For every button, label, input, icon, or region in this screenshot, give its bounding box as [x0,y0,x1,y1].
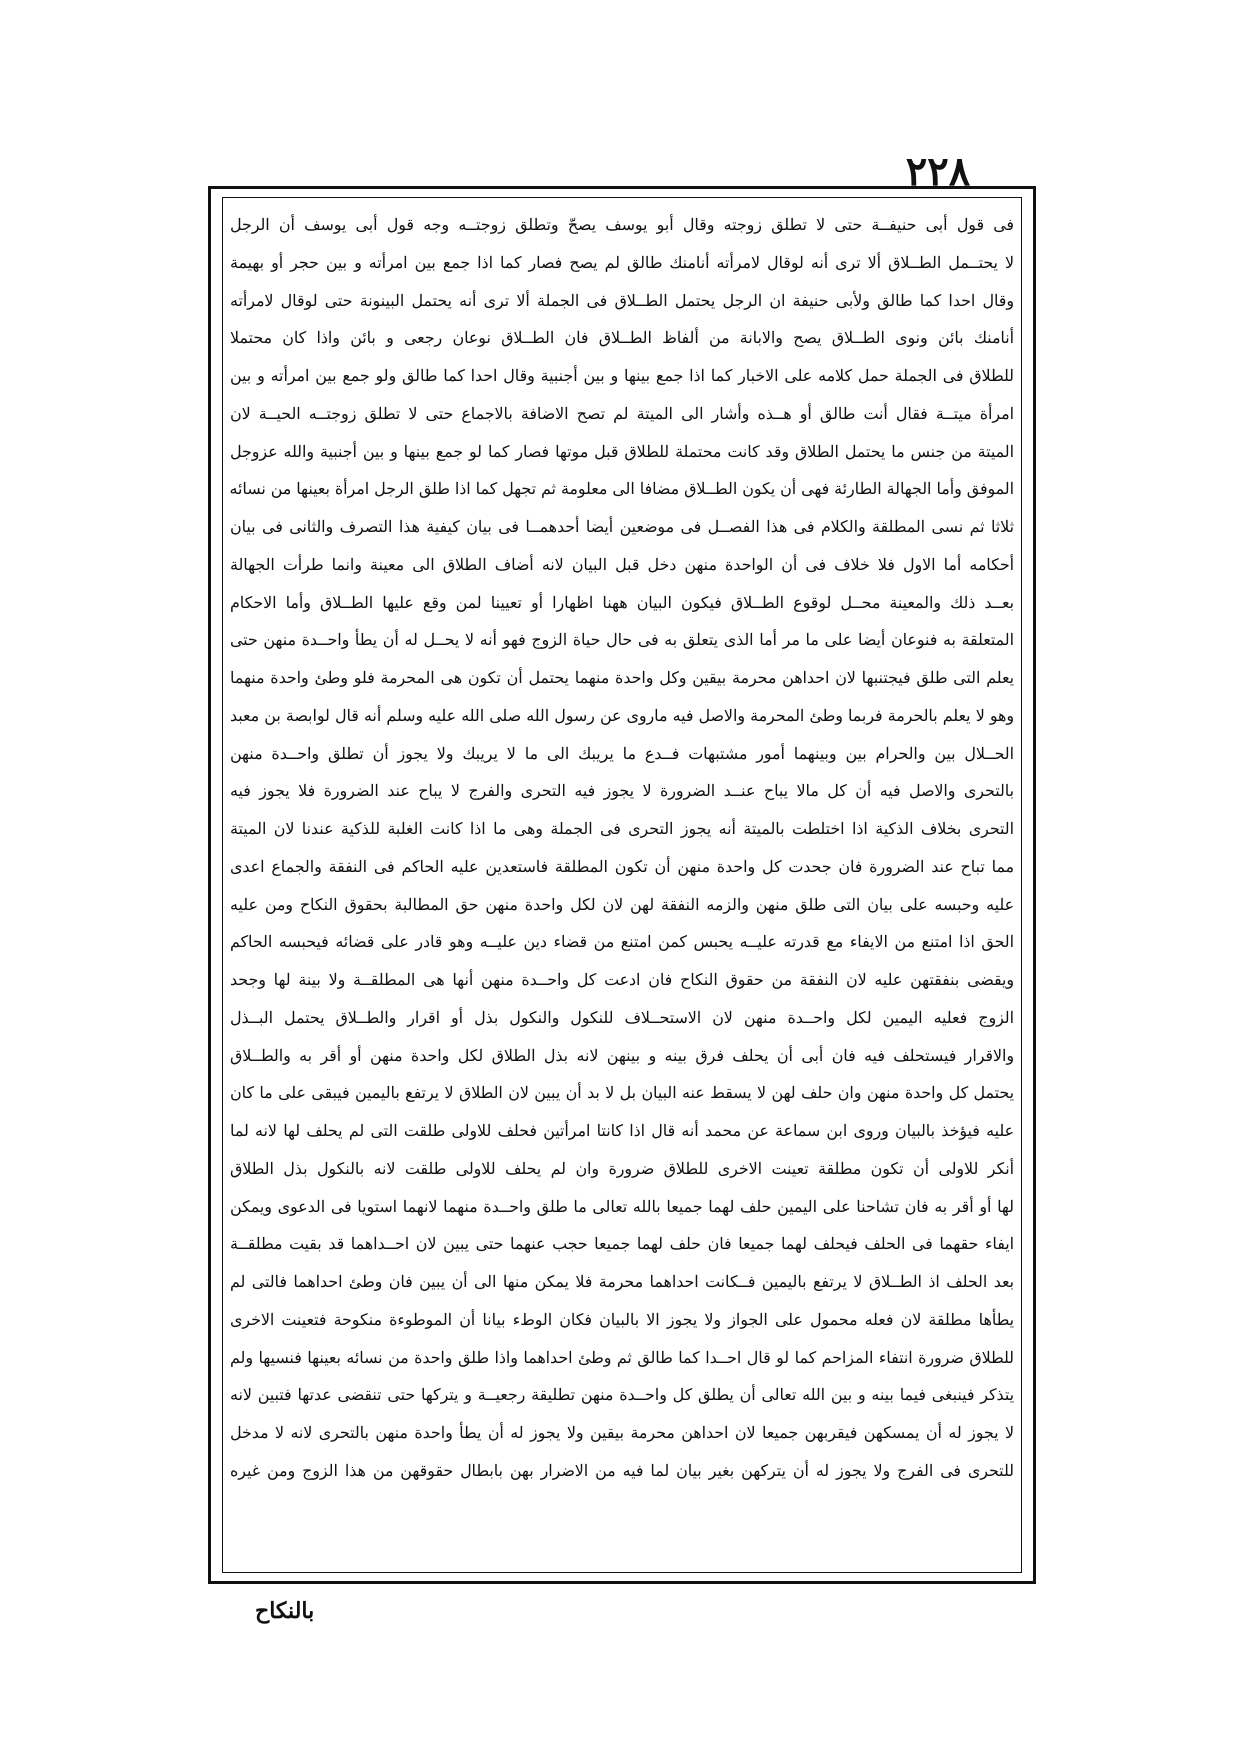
text-line [230,1527,1014,1565]
text-line: الحــلال بين والحرام بين وبينهما أمور مشتبهات فــدع ما يريبك الى ما لا يريبك ولا يجوز أن تطلق واحــدة منهن [230,743,1014,763]
text-line: فى قول أبى حنيفــة حتى لا تطلق زوجته وقال أبو يوسف يصحّ وتطلق زوجتــه وجه قول أبى يوسف أن الرجل [230,215,1014,234]
text-line: يعلم التى طلق فيجتنبها لان احداهن محرمة بيقين وكل واحدة منهما يحتمل أن تكون هى المحرمة فلو وطئ واحدة منهما [230,668,1014,687]
text-line: أنامنك بائن ونوى الطــلاق يصح والابانة من ألفاظ الطــلاق فان الطــلاق نوعان رجعى و بائن واذا كان محتملا [230,328,1014,348]
text-line: يتذكر فينبغى فيما بينه و بين الله تعالى أن يطلق كل واحــدة منهن تطليقة رجعيــة و يتركها حتى تنقضى عدتها فتبين لانه [230,1385,1014,1405]
text-line: للتحرى فى الفرج ولا يجوز له أن يتركهن بغير بيان لما فيه من الاضرار بهن بابطال حقوقهن من هذا الزوج ومن غيره [230,1460,1014,1480]
text-line: عليه فيؤخذ بالبيان وروى ابن سماعة عن محمد أنه قال اذا كانتا امرأتين فحلف للاولى طلقت التى لم يحلف لها لانه لما [230,1121,1014,1140]
text-line: والاقرار فيستحلف فيه فان أبى أن يحلف فرق بينه و بينهن لانه بذل الطلاق لكل واحدة منهن أو أقر به والطــلاق [230,1045,1014,1065]
text-line: للطلاق فى الجملة حمل كلامه على الاخبار كما اذا جمع بينها و بين أجنبية وقال احدا كما طالق ولو جمع بين امرأته و بين [230,366,1014,385]
text-line: مما تباح عند الضرورة فان جحدت كل واحدة منهن أن تكون المطلقة فاستعدين عليه الحاكم فى النفقة والجماع اعدى [230,856,1014,876]
text-line: الموفق وأما الجهالة الطارئة فهى أن يكون الطــلاق مضافا الى معلومة ثم تجهل كما اذا طلق الرجل امرأة بعينها من نسائه [230,479,1014,499]
text-line: ويقضى بنفقتهن عليه لان النفقة من حقوق النكاح فان ادعت كل واحــدة منهن أنها هى المطلقــة ولا بينة لها وجحد [230,970,1014,989]
text-line: ايفاء حقهما فى الحلف فيحلف لهما جميعا فان حلف لهما جميعا حجب عنهما حتى يبين لان احــداهما قد بقيت مطلقــة [230,1234,1014,1254]
text-line: لا يجوز له أن يمسكهن فيقربهن جميعا لان احداهن محرمة بيقين ولا يجوز له أن يطأ واحدة منهن بالتحرى لانه لا مدخل [230,1423,1014,1442]
text-line: الحق اذا امتنع من الايفاء مع قدرته عليــه يحبس كمن امتنع من قضاء دين عليــه وهو قادر على قضائه فيحبسه الحاكم [230,932,1014,952]
text-line [230,1490,1014,1528]
text-line: التحرى بخلاف الذكية اذا اختلطت بالميتة أنه يجوز التحرى فى الجملة وهى ما اذا كانت الغلبة للذكية عندنا لان الميتة [230,819,1014,838]
text-line: عليه وحبسه على بيان التى طلق منهن والزمه النفقة لهن لان لكل واحدة منهن حق المطالبة بحقوق النكاح ومن عليه [230,894,1014,914]
text-line: المتعلقة به فنوعان أيضا على ما مر أما الذى يتعلق به فى حال حياة الزوج فهو أنه لا يحــل له أن يطأ واحــدة منهن حتى [230,630,1014,650]
text-line: أنكر للاولى أن تكون مطلقة تعينت الاخرى للطلاق ضرورة وان لم يحلف للاولى طلقت لانه بالنكول بذل الطلاق [230,1158,1014,1178]
page-number: ٢٢٨ [905,148,971,195]
text-line: يطأها مطلقة لان فعله محمول على الجواز ولا يجوز الا بالبيان فكان الوطء بيانا أن الموطوءة منكوحة فتعينت الاخرى [230,1309,1014,1329]
text-line: الميتة من جنس ما يحتمل الطلاق وقد كانت محتملة للطلاق قبل موتها فصار كما لو جمع بينها و بين أجنبية والله عزوجل [230,441,1014,461]
text-line: لها أو أقر به فان تشاحنا على اليمين حلف لهما جميعا بالله تعالى ما طلق واحــدة منهما لانهما استويا فى الدعوى ويمكن [230,1196,1014,1216]
text-line: بالتحرى والاصل فيه أن كل مالا يباح عنــد الضرورة لا يجوز فيه التحرى والفرج لا يباح عند الضرورة فلا يجوز فيه [230,781,1014,801]
text-line: أحكامه أما الاول فلا خلاف فى أن الواحدة منهن دخل قبل البيان لانه أضاف الطلاق الى معينة وانما طرأت الجهالة [230,554,1014,574]
text-line: بعــد ذلك والمعينة محــل لوقوع الطــلاق فيكون البيان ههنا اظهارا أو تعيينا لمن وقع عليها الطــلاق وأما الاحكام [230,592,1014,612]
catchword: بالنكاح [255,1598,315,1624]
text-line: امرأة ميتــة فقال أنت طالق أو هــذه وأشار الى الميتة لم تصح الاضافة بالاجماع حتى لا تطلق زوجتــه الحيــة لان [230,403,1014,423]
text-line: يحتمل كل واحدة منهن وان حلف لهن لا يسقط عنه البيان بل لا بد أن يبين لان الطلاق لا يرتفع باليمين فيبقى على ما كان [230,1083,1014,1103]
text-line: وقال احدا كما طالق ولأبى حنيفة ان الرجل يحتمل الطــلاق فى الجملة ألا ترى أنه يحتمل البينونة حتى لوقال لامرأته [230,290,1014,310]
text-body [230,206,1014,1566]
text-line: للطلاق ضرورة انتفاء المزاحم كما لو قال احــدا كما طالق ثم وطئ احداهما واذا طلق واحدة من نسائه بعينها فنسيها ولم [230,1347,1014,1367]
text-line: ثلاثا ثم نسى المطلقة والكلام فى هذا الفصــل فى موضعين أيضا أحدهمــا فى بيان كيفية هذا التصرف والثانى فى بيان [230,517,1014,536]
text-line: بعد الحلف اذ الطــلاق لا يرتفع باليمين فــكانت احداهما محرمة فلا يمكن منها الى أن يبين فان وطئ احداهما فالتى لم [230,1272,1014,1291]
text-line: وهو لا يعلم بالحرمة فربما وطئ المحرمة والاصل فيه ماروى عن رسول الله صلى الله عليه وسلم أنه قال لوابصة بن معبد [230,705,1014,725]
text-line: الزوج فعليه اليمين لكل واحــدة منهن لان الاستحــلاف للنكول والنكول بذل أو اقرار والطــلاق يحتمل البــذل [230,1007,1014,1027]
text-line: لا يحتــمل الطــلاق ألا ترى أنه لوقال لامرأته أنامنك طالق لم يصح فصار كما اذا جمع بين امرأته و بين حجر أو بهيمة [230,252,1014,272]
